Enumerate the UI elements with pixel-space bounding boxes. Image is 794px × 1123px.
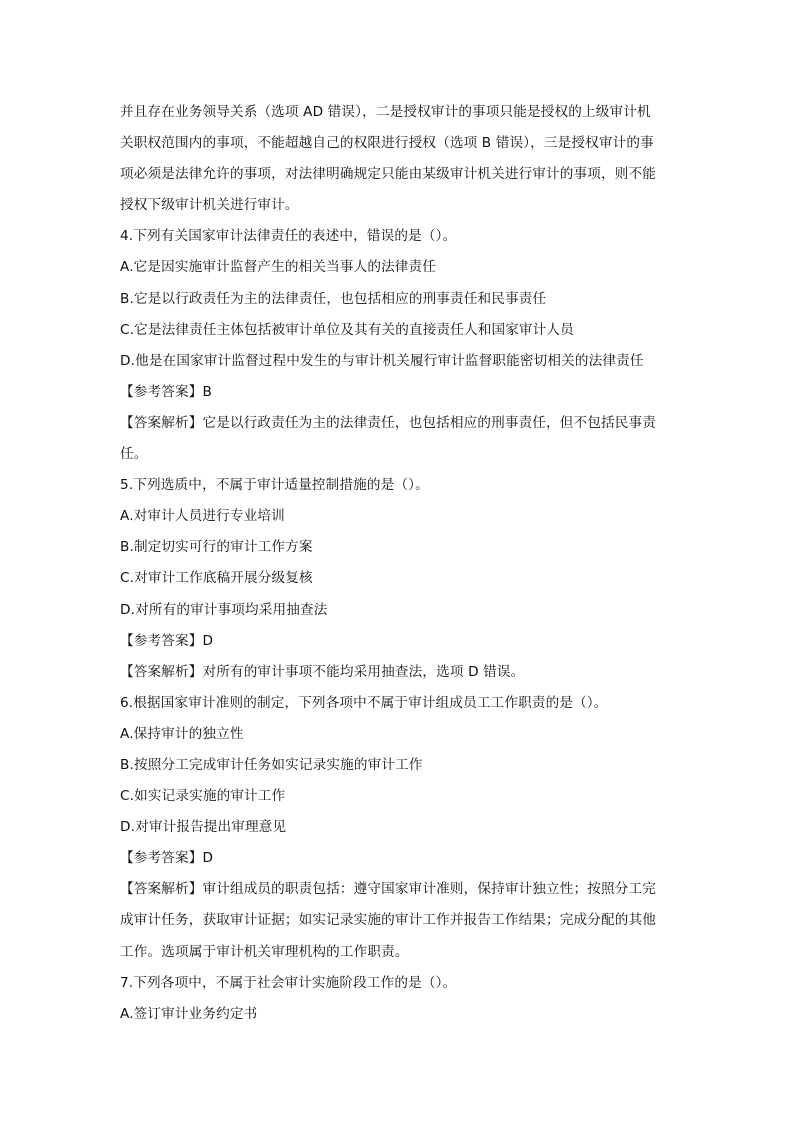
question-text: 4.下列有关国家审计法律责任的表述中，错误的是（）。 — [120, 228, 457, 245]
question-7 — [120, 968, 680, 1030]
option-a: A.对审计人员进行专业培训 — [120, 508, 285, 525]
answer-analysis: 【答案解析】审计组成员的职责包括：遵守国家审计准则，保持审计独立性；按照分工完 — [120, 881, 657, 898]
option-d: D.对所有的审计事项均采用抽查法 — [120, 601, 328, 618]
text-line: 项必须是法律允许的事项，对法律明确规定只能由某级审计机关进行审计的事项，则不能 — [120, 166, 657, 183]
reference-answer: 【参考答案】D — [120, 850, 214, 867]
text-line: 授权下级审计机关进行审计。 — [120, 197, 299, 214]
continuation-paragraph — [120, 97, 680, 221]
option-d: D.他是在国家审计监督过程中发生的与审计机关履行审计监督职能密切相关的法律责任 — [120, 352, 644, 369]
answer-analysis: 【答案解析】它是以行政责任为主的法律责任，也包括相应的刑事责任，但不包括民事责 — [120, 414, 657, 431]
reference-answer: 【参考答案】D — [120, 632, 214, 649]
answer-analysis-continued: 成审计任务，获取审计证据；如实记录实施的审计工作并报告工作结果；完成分配的其他 — [120, 912, 657, 929]
question-text: 5.下列选质中，不属于审计适量控制措施的是（）。 — [120, 477, 429, 494]
option-c: C.对审计工作底稿开展分级复核 — [120, 570, 313, 587]
option-b: B.它是以行政责任为主的法律责任，也包括相应的刑事责任和民事责任 — [120, 290, 547, 307]
reference-answer: 【参考答案】B — [120, 383, 212, 400]
option-c: C.它是法律责任主体包括被审计单位及其有关的直接责任人和国家审计人员 — [120, 321, 574, 338]
option-a: A.签订审计业务约定书 — [120, 1005, 258, 1022]
option-b: B.制定切实可行的审计工作方案 — [120, 539, 313, 556]
text-line: 关职权范围内的事项，不能超越自己的权限进行授权（选项 B 错误），三是授权审计的事 — [120, 135, 654, 152]
option-a: A.保持审计的独立性 — [120, 725, 244, 742]
document-page — [120, 97, 680, 1030]
text-line: 并且存在业务领导关系（选项 AD 错误），二是授权审计的事项只能是授权的上级审计机 — [120, 104, 651, 120]
answer-analysis: 【答案解析】对所有的审计事项不能均采用抽查法，选项 D 错误。 — [120, 663, 525, 680]
question-5 — [120, 470, 680, 688]
option-c: C.如实记录实施的审计工作 — [120, 788, 286, 805]
option-b: B.按照分工完成审计任务如实记录实施的审计工作 — [120, 756, 423, 773]
answer-analysis-continued: 工作。选项属于审计机关审理机构的工作职责。 — [120, 943, 409, 960]
question-6 — [120, 688, 680, 968]
question-text: 7.下列各项中，不属于社会审计实施阶段工作的是（）。 — [120, 974, 457, 991]
question-text: 6.根据国家审计准则的制定，下列各项中不属于审计组成员工工作职责的是（）。 — [120, 694, 608, 711]
option-a: A.它是因实施审计监督产生的相关当事人的法律责任 — [120, 259, 437, 276]
answer-analysis-continued: 任。 — [120, 446, 148, 463]
option-d: D.对审计报告提出审理意见 — [120, 819, 287, 836]
question-4 — [120, 221, 680, 470]
